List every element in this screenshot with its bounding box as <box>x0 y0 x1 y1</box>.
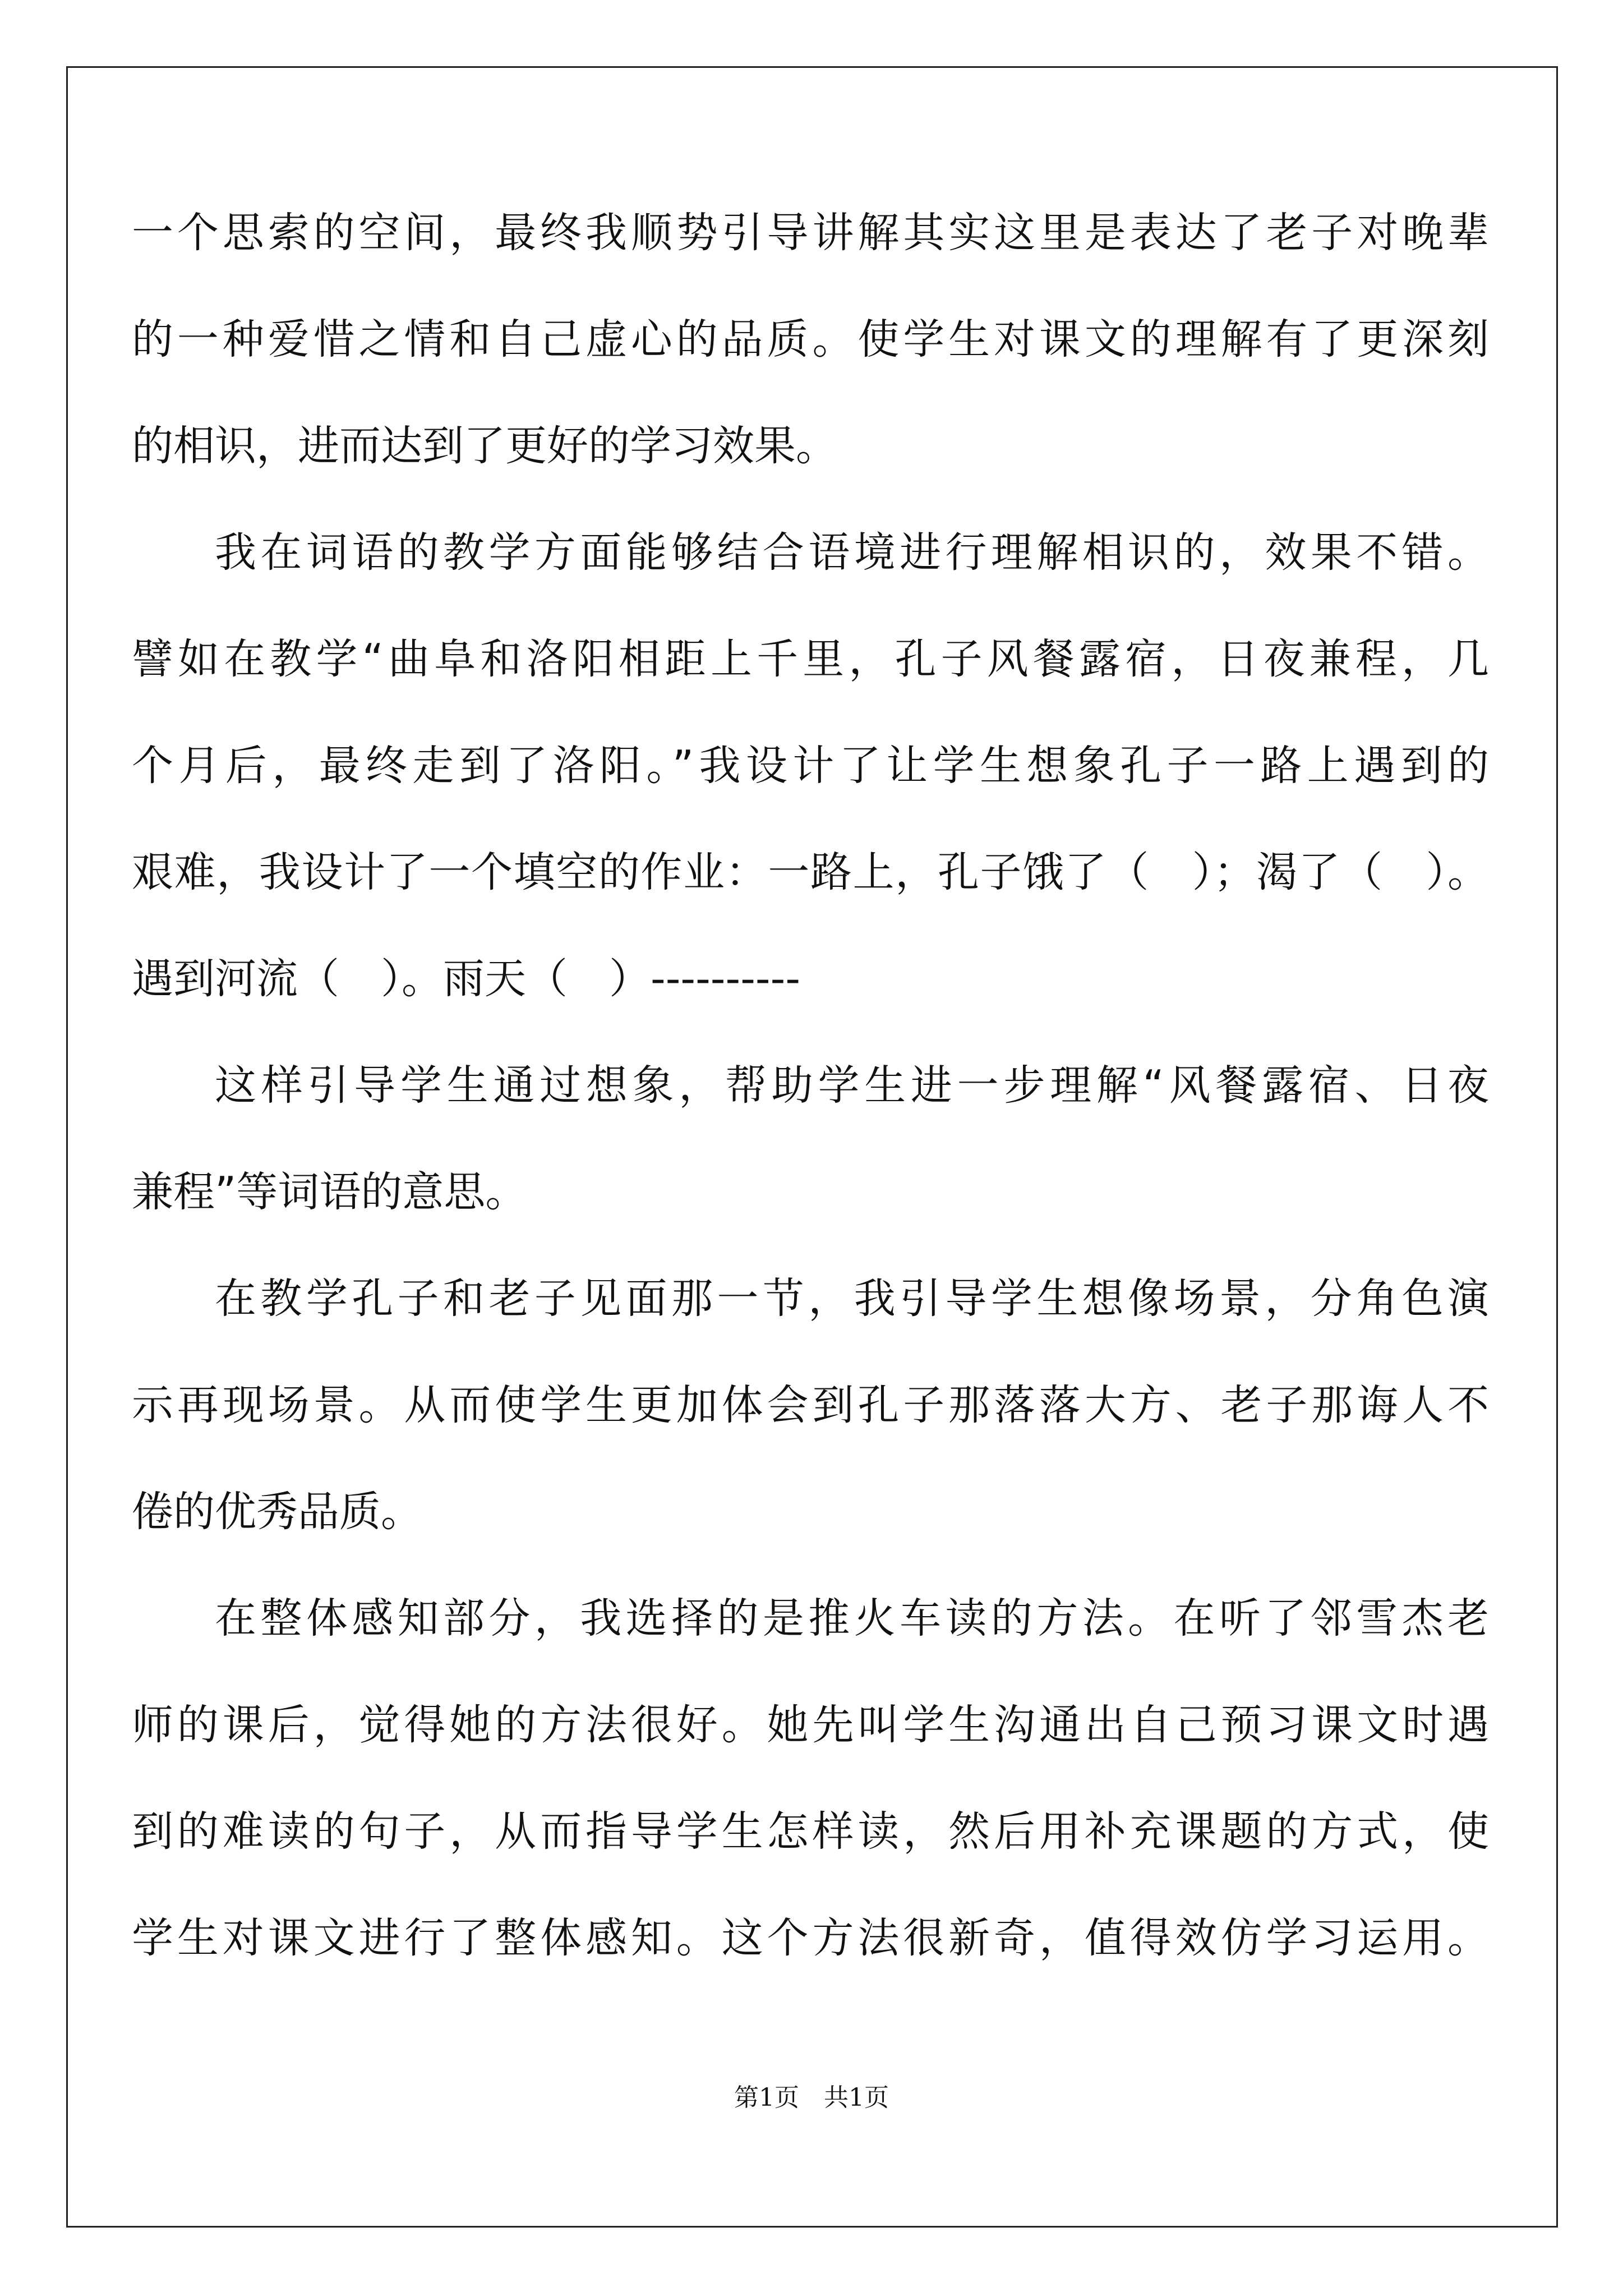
text-line: 学生对课文进行了整体感知。这个方法很新奇，值得效仿学习运用。 <box>132 1914 1489 1962</box>
text-line: 的一种爱惜之情和自己虚心的品质。使学生对课文的理解有了更深刻 <box>132 315 1489 364</box>
text-line: 艰难，我设计了一个填空的作业：一路上，孔子饿了（ ）；渴了（ ）。 <box>132 848 1489 896</box>
page-border <box>66 66 1558 2228</box>
text-line: 师的课后，觉得她的方法很好。她先叫学生沟通出自己预习课文时遇 <box>132 1701 1489 1749</box>
text-line: 个月后，最终走到了洛阳。”我设计了让学生想象孔子一路上遇到的 <box>132 742 1489 790</box>
text-line: 这样引导学生通过想象，帮助学生进一步理解“风餐露宿、日夜 <box>215 1061 1489 1110</box>
text-line: 在整体感知部分，我选择的是推火车读的方法。在听了邻雪杰老 <box>215 1594 1489 1642</box>
text-line: 兼程”等词语的意思。 <box>132 1168 527 1216</box>
text-line: 示再现场景。从而使学生更加体会到孔子那落落大方、老子那诲人不 <box>132 1381 1489 1429</box>
text-line: 遇到河流（ ）。雨天（ ）---------- <box>132 955 801 1003</box>
text-line: 在教学孔子和老子见面那一节，我引导学生想像场景，分角色演 <box>215 1274 1489 1323</box>
text-line: 一个思索的空间，最终我顺势引导讲解其实这里是表达了老子对晚辈 <box>132 209 1489 257</box>
text-line: 到的难读的句子，从而指导学生怎样读，然后用补充课题的方式，使 <box>132 1807 1489 1856</box>
text-line: 倦的优秀品质。 <box>132 1488 422 1536</box>
text-line: 譬如在教学“曲阜和洛阳相距上千里，孔子风餐露宿，日夜兼程，几 <box>132 635 1489 683</box>
text-line: 我在词语的教学方面能够结合语境进行理解相识的，效果不错。 <box>215 528 1489 577</box>
text-line: 的相识，进而达到了更好的学习效果。 <box>132 422 837 470</box>
page-number-footer: 第1页 共1页 <box>734 2083 889 2112</box>
